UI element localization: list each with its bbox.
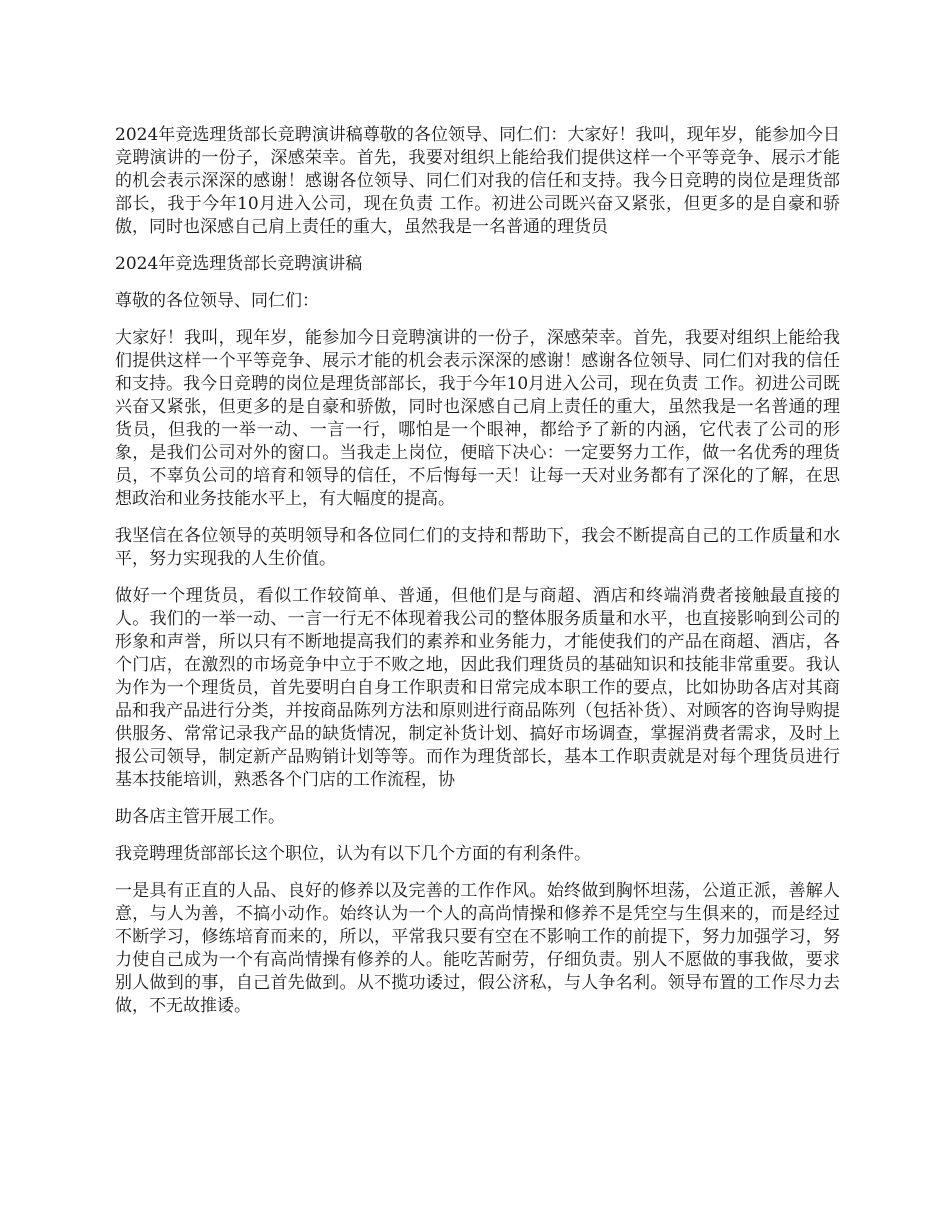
duties-continuation: 助各店主管开展工作。 — [115, 807, 285, 827]
condition-one-paragraph: 一是具有正直的人品、良好的修养以及完善的工作作风。始终做到胸怀坦荡，公道正派，善解人意，与人为善，不搞小动作。始终认为一个人的高尚情操和修养不是凭空与生俱来的，而是经过不断学习，修练培育而来的，所以，平常我只要有空在不影响工作的前提下，努力加强学习，努力使自己成为一个有高尚情操有修养的人。能吃苦耐劳，仔细负责。别人不愿做的事我做，要求别人做到的事，自己首先做到。从不揽功诿过，假公济私，与人争名利。领导布置的工作尽力去做，不无故推诿。 — [115, 881, 840, 1016]
belief-paragraph: 我坚信在各位领导的英明领导和各位同仁们的支持和帮助下，我会不断提高自己的工作质量和水平，努力实现我的人生价值。 — [115, 526, 840, 569]
intro-summary-paragraph: 2024年竞选理货部长竞聘演讲稿尊敬的各位领导、同仁们：大家好！我叫，现年岁，能参加今日竞聘演讲的一份子，深感荣幸。首先，我要对组织上能给我们提供这样一个平等竞争、展示才能的机会表示深深的感谢！感谢各位领导、同仁们对我的信任和支持。我今日竞聘的岗位是理货部部长，我于今年10月进入公司，现在负责 工作。初进公司既兴奋又紧张，但更多的是自豪和骄傲，同时也深感自己肩上责任的重大，虽然我是一名普通的理货员 — [115, 125, 840, 237]
conditions-intro: 我竞聘理货部部长这个职位，认为有以下几个方面的有利条件。 — [115, 844, 591, 864]
document-body — [115, 124, 840, 1032]
salutation: 尊敬的各位领导、同仁们： — [115, 291, 319, 311]
duties-paragraph: 做好一个理货员，看似工作较简单、普通，但他们是与商超、酒店和终端消费者接触最直接的人。我们的一举一动、一言一行无不体现着我公司的整体服务质量和水平，也直接影响到公司的形象和声誉，所以只有不断地提高我们的素养和业务能力，才能使我们的产品在商超、酒店，各个门店，在激烈的市场竞争中立于不败之地，因此我们理货员的基础知识和技能非常重要。我认为作为一个理货员，首先要明白自身工作职责和日常完成本职工作的要点，比如协助各店对其商品和我产品进行分类，并按商品陈列方法和原则进行商品陈列（包括补货）、对顾客的咨询导购提供服务、常常记录我产品的缺货情况，制定补货计划、搞好市场调查，掌握消费者需求，及时上报公司领导，制定新产品购销计划等等。而作为理货部长，基本工作职责就是对每个理货员进行基本技能培训，熟悉各个门店的工作流程，协 — [115, 586, 840, 790]
speech-title: 2024年竞选理货部长竞聘演讲稿 — [115, 254, 363, 274]
opening-paragraph: 大家好！我叫，现年岁，能参加今日竞聘演讲的一份子，深感荣幸。首先，我要对组织上能给我们提供这样一个平等竞争、展示才能的机会表示深深的感谢！感谢各位领导、同仁们对我的信任和支持。我今日竞聘的岗位是理货部部长，我于今年10月进入公司，现在负责 工作。初进公司既兴奋又紧张，但更多的是自豪和骄傲，同时也深感自己肩上责任的重大，虽然我是一名普通的理货员，但我的一举一动、一言一行，哪怕是一个眼神，都给予了新的内涵，它代表了公司的形象，是我们公司对外的窗口。当我走上岗位，便暗下决心：一定要努力工作，做一名优秀的理货员，不辜负公司的培育和领导的信任，不后悔每一天！让每一天对业务都有了深化的了解，在思想政治和业务技能水平上，有大幅度的提高。 — [115, 328, 840, 509]
